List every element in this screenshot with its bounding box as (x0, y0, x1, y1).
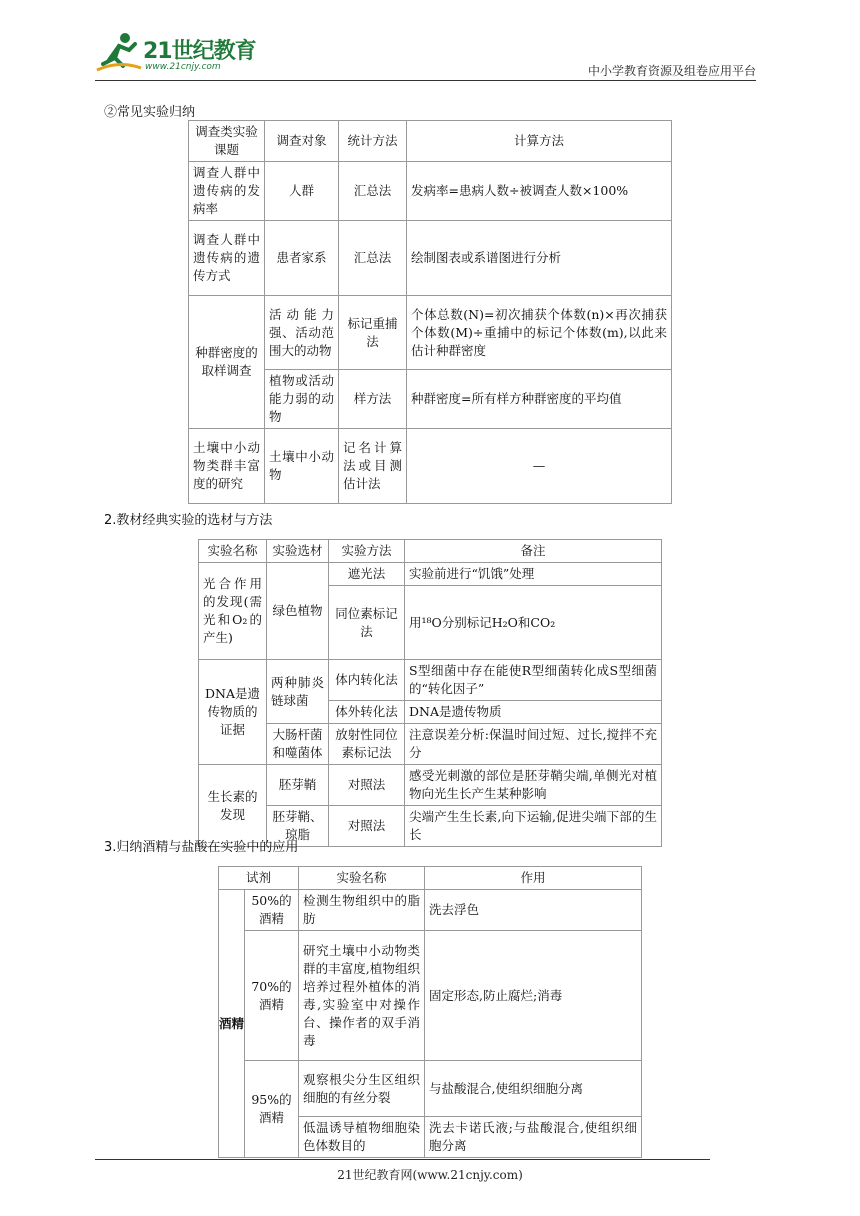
header-cell: 实验名称 (199, 540, 267, 563)
section3-title: 3.归纳酒精与盐酸在实验中的应用 (104, 840, 299, 855)
logo (95, 30, 265, 80)
table-cell: 光合作用的发现(需光和O₂的产生) (199, 563, 267, 660)
table-cell: 与盐酸混合,使组织细胞分离 (425, 1061, 642, 1117)
table-cell: 对照法 (329, 765, 405, 806)
table-cell: 70%的酒精 (245, 931, 299, 1061)
header-cell: 计算方法 (407, 121, 672, 162)
table-cell: DNA是遗传物质的证据 (199, 660, 267, 765)
table-cell: 汇总法 (339, 162, 407, 221)
header-divider (95, 80, 756, 81)
table-cell: 用¹⁸O分别标记H₂O和CO₂ (405, 586, 662, 660)
table-cell: 植物或活动能力弱的动物 (265, 370, 339, 429)
table-cell: 标记重捕法 (339, 296, 407, 370)
table-cell: 调查人群中遗传病的遗传方式 (189, 221, 265, 296)
header-cell: 备注 (405, 540, 662, 563)
survey-table (188, 120, 672, 504)
table-cell: 种群密度=所有样方种群密度的平均值 (407, 370, 672, 429)
reagents-table (218, 866, 642, 1158)
table-cell: — (407, 429, 672, 504)
logo-text: 21世纪教育 (143, 39, 256, 64)
table-cell: 绿色植物 (267, 563, 329, 660)
table-cell: 胚芽鞘 (267, 765, 329, 806)
section1-title: ②常见实验归纳 (104, 105, 196, 120)
table-cell: S型细菌中存在能使R型细菌转化成S型细菌的“转化因子” (405, 660, 662, 701)
table-cell: 遮光法 (329, 563, 405, 586)
runner-logo-icon (95, 30, 143, 74)
table-cell: 低温诱导植物细胞染色体数目的 (299, 1117, 425, 1158)
table-cell: 发病率=患病人数÷被调查人数×100% (407, 162, 672, 221)
table-cell: 体内转化法 (329, 660, 405, 701)
table-cell: 大肠杆菌和噬菌体 (267, 724, 329, 765)
table-cell: 记名计算法或目测估计法 (339, 429, 407, 504)
header-cell: 实验选材 (267, 540, 329, 563)
table-cell: 研究土壤中小动物类群的丰富度,植物组织培养过程外植体的消毒,实验室中对操作台、操作者的双手消毒 (299, 931, 425, 1061)
table-cell: 个体总数(N)=初次捕获个体数(n)×再次捕获个体数(M)÷重捕中的标记个体数(m),以此来估计种群密度 (407, 296, 672, 370)
table-cell: 注意误差分析:保温时间过短、过长,搅拌不充分 (405, 724, 662, 765)
table-cell: 绘制图表或系谱图进行分析 (407, 221, 672, 296)
table-cell: 放射性同位素标记法 (329, 724, 405, 765)
table-cell: 土壤中小动物类群丰富度的研究 (189, 429, 265, 504)
table-cell: 感受光刺激的部位是胚芽鞘尖端,单侧光对植物向光生长产生某种影响 (405, 765, 662, 806)
reagent-cell: 酒精 (219, 890, 245, 1158)
header-cell: 试剂 (219, 867, 299, 890)
table-cell: 对照法 (329, 806, 405, 847)
table-cell: 观察根尖分生区组织细胞的有丝分裂 (299, 1061, 425, 1117)
table-cell: DNA是遗传物质 (405, 701, 662, 724)
header-cell: 调查对象 (265, 121, 339, 162)
table-cell: 种群密度的取样调查 (189, 296, 265, 429)
header-cell: 实验方法 (329, 540, 405, 563)
header-cell: 统计方法 (339, 121, 407, 162)
table-cell: 实验前进行“饥饿”处理 (405, 563, 662, 586)
header-cell: 调查类实验课题 (189, 121, 265, 162)
header-cell: 作用 (425, 867, 642, 890)
table-cell: 样方法 (339, 370, 407, 429)
table-cell: 人群 (265, 162, 339, 221)
table-cell: 土壤中小动物 (265, 429, 339, 504)
table-cell: 胚芽鞘、琼脂 (267, 806, 329, 847)
table-cell: 调查人群中遗传病的发病率 (189, 162, 265, 221)
footer-divider (95, 1159, 710, 1160)
table-cell: 检测生物组织中的脂肪 (299, 890, 425, 931)
table-cell: 同位素标记法 (329, 586, 405, 660)
table-cell: 汇总法 (339, 221, 407, 296)
section2-title: 2.教材经典实验的选材与方法 (104, 513, 273, 528)
table-cell: 体外转化法 (329, 701, 405, 724)
table-cell: 洗去浮色 (425, 890, 642, 931)
table-cell: 洗去卡诺氏液;与盐酸混合,使组织细胞分离 (425, 1117, 642, 1158)
table-cell: 固定形态,防止腐烂;消毒 (425, 931, 642, 1061)
logo-url: www.21cnjy.com (145, 62, 221, 72)
table-cell: 活动能力强、活动范围大的动物 (265, 296, 339, 370)
table-cell: 50%的酒精 (245, 890, 299, 931)
page-footer: 21世纪教育网(www.21cnjy.com) (337, 1168, 523, 1182)
experiments-table (198, 539, 662, 847)
table-cell: 患者家系 (265, 221, 339, 296)
table-cell: 两种肺炎链球菌 (267, 660, 329, 724)
table-cell: 尖端产生生长素,向下运输,促进尖端下部的生长 (405, 806, 662, 847)
table-cell: 生长素的发现 (199, 765, 267, 847)
page-header (0, 0, 860, 90)
header-cell: 实验名称 (299, 867, 425, 890)
platform-name: 中小学教育资源及组卷应用平台 (587, 64, 756, 78)
table-cell: 95%的酒精 (245, 1061, 299, 1158)
